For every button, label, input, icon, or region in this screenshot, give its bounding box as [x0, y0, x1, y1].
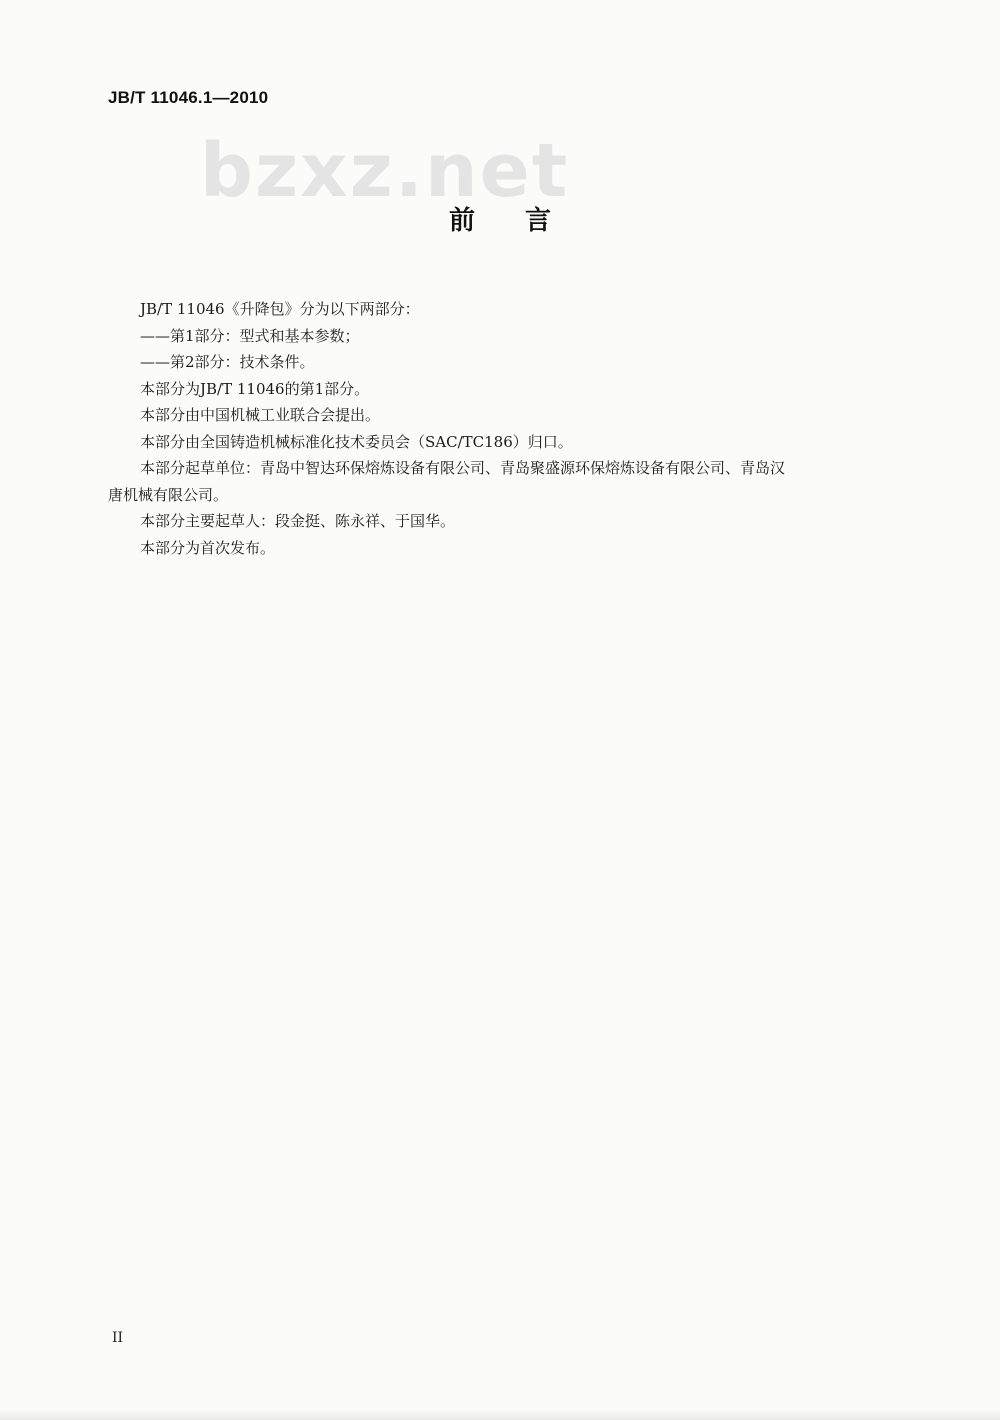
- paragraph: 本部分为JB/T 11046的第1部分。: [140, 379, 370, 398]
- paragraph: ——第2部分：技术条件。: [140, 353, 315, 371]
- page-number: II: [112, 1330, 124, 1346]
- paragraph: ——第1部分：型式和基本参数；: [140, 326, 360, 345]
- paragraph: JB/T 11046《升降包》分为以下两部分：: [140, 300, 420, 318]
- section-title: 前言: [448, 206, 601, 236]
- paragraph: 本部分主要起草人：段金挺、陈永祥、于国华。: [140, 512, 456, 530]
- document-code: JB/T 11046.1—2010: [108, 88, 269, 107]
- foreword-body: [108, 296, 910, 561]
- paragraph-continuation: 唐机械有限公司。: [108, 485, 229, 504]
- paragraph: 本部分起草单位：青岛中智达环保熔炼设备有限公司、青岛聚盛源环保熔炼设备有限公司、青岛汉: [140, 459, 786, 477]
- watermark: bzxz.net: [200, 128, 570, 214]
- paragraph: 本部分由中国机械工业联合会提出。: [140, 406, 381, 424]
- paragraph: 本部分为首次发布。: [140, 538, 276, 557]
- paragraph: 本部分由全国铸造机械标准化技术委员会（SAC/TC186）归口。: [140, 432, 573, 451]
